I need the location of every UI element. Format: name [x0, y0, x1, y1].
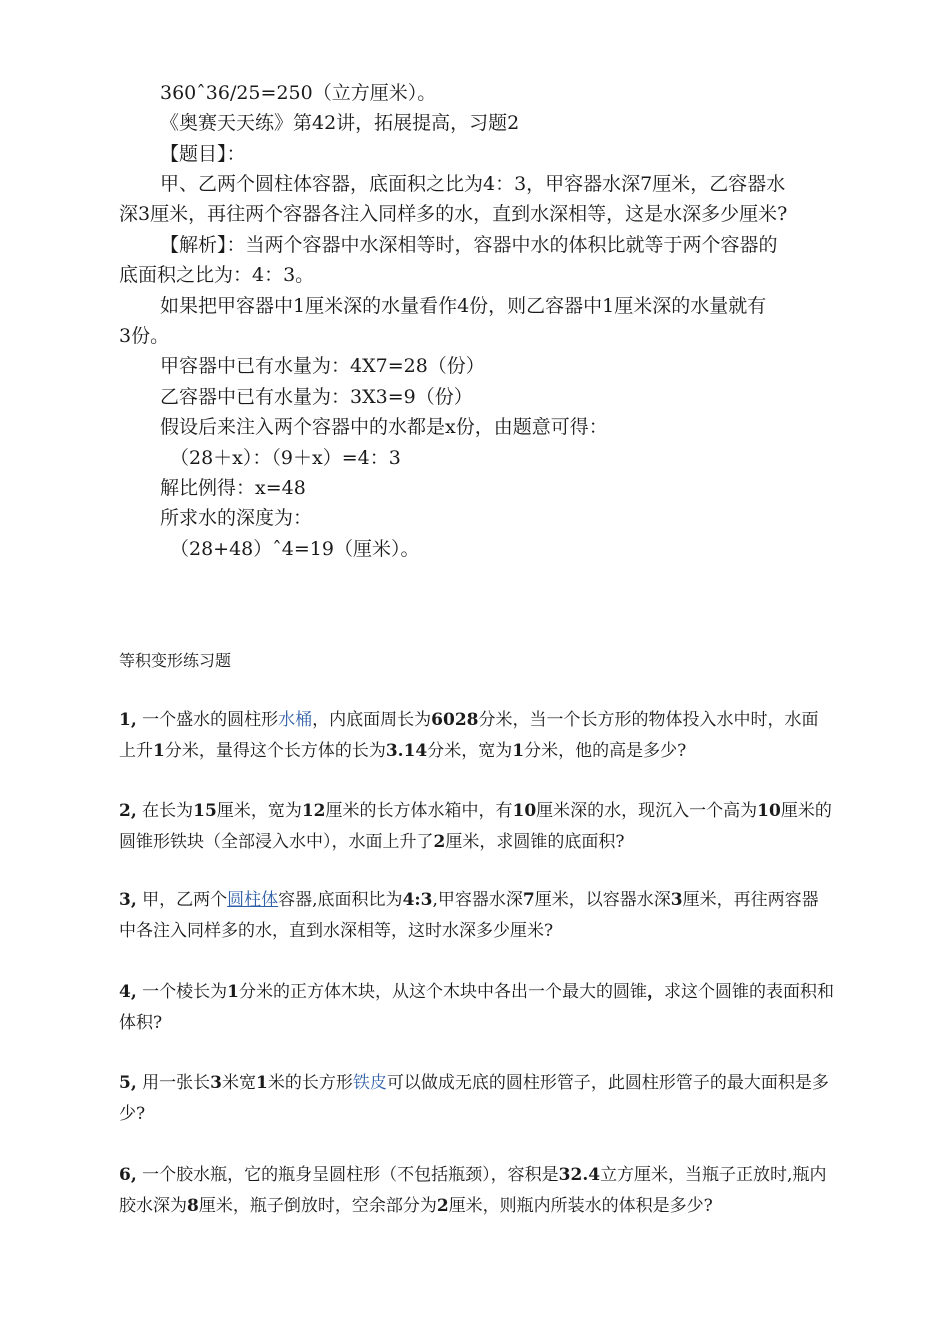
solution-line-14: 解比例得：x=48 [160, 477, 306, 499]
exercise-3: 3, 甲，乙两个圆柱体容器,底面积比为4:3,甲容器水深7厘米，以容器水深3厘米，再往两容器中各注入同样多的水，直到水深相等，这时水深多少厘米? [119, 890, 819, 941]
exercise-number: 6, [119, 1165, 137, 1185]
solution-line-6: 【解析】：当两个容器中水深相等时，容器中水的体积比就等于两个容器的 [160, 234, 778, 256]
solution-line-1: 360ˆ36/25=250（立方厘米）。 [160, 82, 437, 104]
solution-line-13: （28＋x）：（9＋x）=4：3 [170, 447, 401, 469]
exercise-number: 1, [119, 710, 137, 730]
exercise-number: 3, [119, 890, 137, 910]
link-cylinder[interactable]: 圆柱体 [227, 890, 279, 910]
solution-line-11: 乙容器中已有水量为：3X3=9（份） [160, 386, 473, 408]
exercise-1: 1, 一个盛水的圆柱形水桶，内底面周长为6028分米，当一个长方形的物体投入水中时，水面上升1分米，量得这个长方体的长为3.14分米，宽为1分米，他的高是多少? [119, 710, 819, 761]
exercise-number: 5, [119, 1073, 137, 1093]
solution-line-5: 深3厘米，再往两个容器各注入同样多的水，直到水深相等，这是水深多少厘米? [119, 203, 788, 225]
solution-line-12: 假设后来注入两个容器中的水都是x份，由题意可得： [160, 416, 608, 438]
section-title: 等积变形练习题 [119, 651, 232, 670]
exercise-6: 6, 一个胶水瓶，它的瓶身呈圆柱形（不包括瓶颈），容积是32.4立方厘米，当瓶子正放时,瓶内胶水深为8厘米，瓶子倒放时，空余部分为2厘米，则瓶内所装水的体积是多少? [119, 1165, 827, 1216]
exercise-number: 4, [119, 982, 137, 1002]
solution-line-16: （28+48）ˆ4=19（厘米）。 [170, 538, 420, 560]
solution-line-9: 3份。 [119, 325, 170, 347]
solution-line-15: 所求水的深度为： [160, 507, 313, 529]
exercise-2: 2, 在长为15厘米，宽为12厘米的长方体水箱中，有10厘米深的水，现沉入一个高为10厘米的圆锥形铁块（全部浸入水中），水面上升了2厘米，求圆锥的底面积? [119, 801, 832, 852]
link-iron-sheet[interactable]: 铁皮 [352, 1073, 387, 1093]
solution-line-3: 【题目】： [160, 143, 246, 165]
link-water-bucket[interactable]: 水桶 [278, 710, 313, 730]
solution-line-8: 如果把甲容器中1厘米深的水量看作4份，则乙容器中1厘米深的水量就有 [160, 295, 767, 317]
exercise-4: 4, 一个棱长为1分米的正方体木块，从这个木块中各出一个最大的圆锥，求这个圆锥的表面积和体积? [119, 982, 834, 1033]
solution-line-7: 底面积之比为：4：3。 [119, 264, 315, 286]
exercise-5: 5, 用一张长3米宽1米的长方形铁皮可以做成无底的圆柱形管子，此圆柱形管子的最大面积是多少? [119, 1073, 829, 1124]
solution-line-10: 甲容器中已有水量为：4X7=28（份） [160, 355, 485, 377]
exercise-number: 2, [119, 801, 137, 821]
solution-line-2: 《奥赛天天练》第42讲，拓展提高，习题2 [160, 112, 520, 134]
solution-line-4: 甲、乙两个圆柱体容器，底面积之比为4：3，甲容器水深7厘米，乙容器水 [160, 173, 786, 195]
